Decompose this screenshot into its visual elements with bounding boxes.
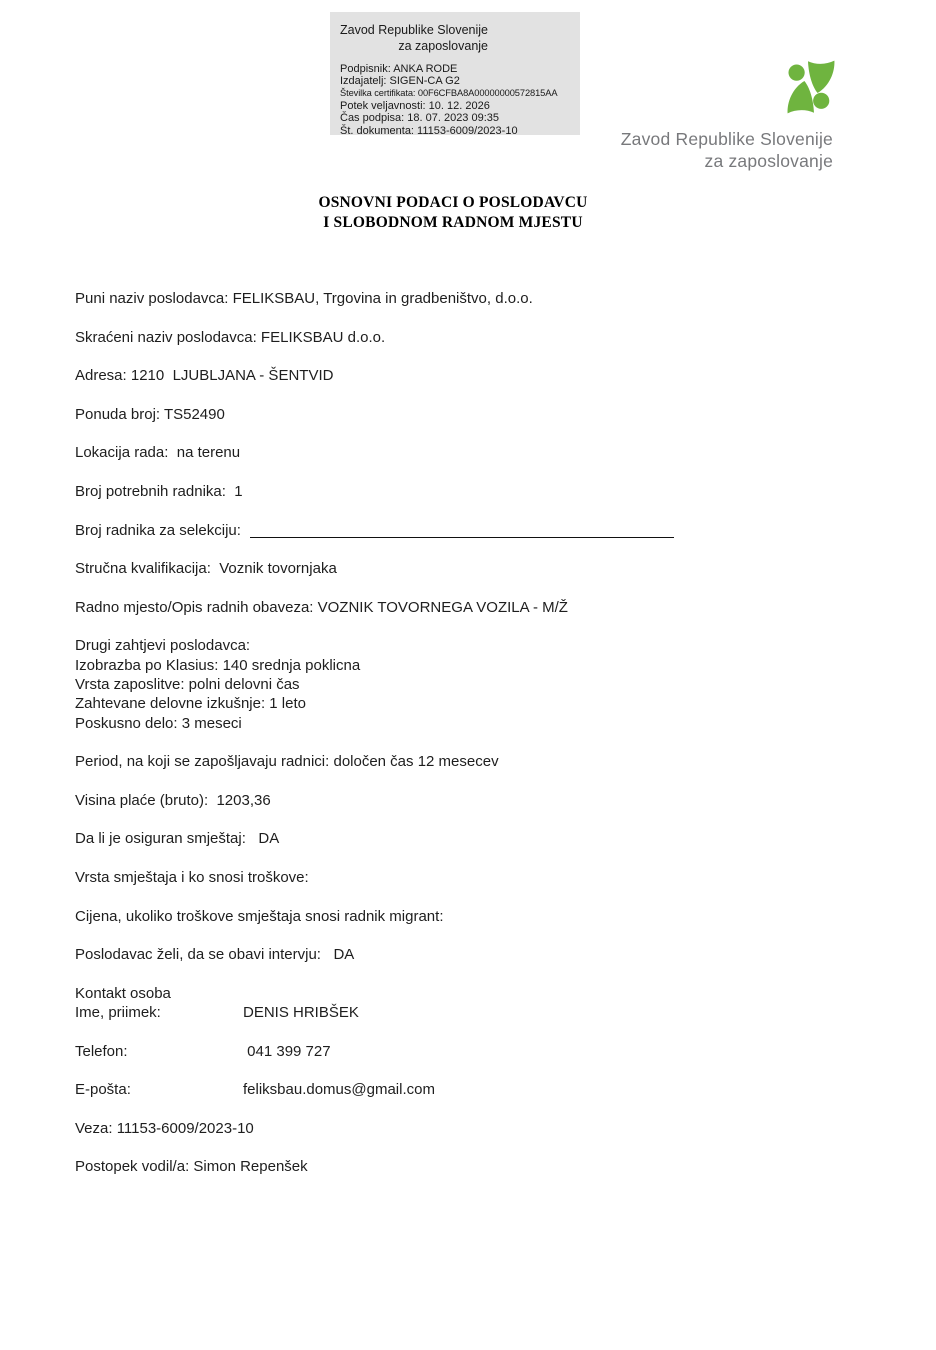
paragraph xyxy=(75,752,795,771)
paragraph xyxy=(75,791,795,810)
document-line xyxy=(75,907,795,926)
field-text: Zahtevane delovne izkušnje: 1 leto xyxy=(75,695,306,713)
document-line xyxy=(75,1119,795,1138)
field-text: Vrsta zaposlitve: polni delovni čas xyxy=(75,675,300,693)
field-text: Drugi zahtjevi poslodavca: xyxy=(75,637,251,655)
document-line xyxy=(75,289,795,308)
paragraph xyxy=(75,1119,795,1138)
blank-underline xyxy=(250,537,674,538)
paragraph xyxy=(75,328,795,347)
field-text: Adresa: 1210 LJUBLJANA - ŠENTVID xyxy=(75,367,334,385)
paragraph xyxy=(75,443,795,462)
document-line xyxy=(75,675,795,694)
signature-detail-line: Št. dokumenta: 11153-6009/2023-10 xyxy=(340,124,518,137)
document-line xyxy=(75,405,795,424)
signature-details xyxy=(340,63,572,137)
paragraph xyxy=(75,289,795,308)
paragraph xyxy=(75,405,795,424)
document-line xyxy=(75,636,795,655)
signature-detail-line: Potek veljavnosti: 10. 12. 2026 xyxy=(340,99,490,112)
document-line xyxy=(75,868,795,887)
signature-org-line1: Zavod Republike Slovenije xyxy=(340,23,489,37)
field-text: Poslodavac želi, da se obavi intervju: DA xyxy=(75,946,355,964)
logo-line1: Zavod Republike Slovenije xyxy=(620,129,833,149)
signature-detail-line: Čas podpisa: 18. 07. 2023 09:35 xyxy=(340,112,500,125)
field-text: Radno mjesto/Opis radnih obaveza: VOZNIK TOVORNEGA VOZILA - M/Ž xyxy=(75,598,568,616)
paragraph xyxy=(75,1080,795,1099)
paragraph xyxy=(75,521,795,540)
document-line xyxy=(75,482,795,501)
field-text: Veza: 11153-6009/2023-10 xyxy=(75,1119,254,1137)
paragraph xyxy=(75,907,795,926)
zrsz-logo-wordmark xyxy=(621,128,833,172)
document-line xyxy=(75,443,795,462)
document-line xyxy=(75,694,795,713)
document-line xyxy=(75,984,795,1003)
field-text: Postopek vodil/a: Simon Repenšek xyxy=(75,1158,308,1176)
document-line xyxy=(75,1080,795,1099)
paragraph xyxy=(75,1042,795,1061)
document-line xyxy=(75,752,795,771)
title-line1: OSNOVNI PODACI O POSLODAVCU xyxy=(318,194,588,211)
paragraph xyxy=(75,636,795,732)
signature-detail-line: Podpisnik: ANKA RODE xyxy=(340,62,458,75)
field-text: Ponuda broj: TS52490 xyxy=(75,405,225,423)
document-line xyxy=(75,945,795,964)
document-line xyxy=(75,714,795,733)
page-title xyxy=(0,193,906,233)
field-text: Visina plaće (bruto): 1203,36 xyxy=(75,791,271,809)
signature-detail-line: Izdajatelj: SIGEN-CA G2 xyxy=(340,74,460,87)
paragraph xyxy=(75,945,795,964)
field-text: Stručna kvalifikacija: Voznik tovornjaka xyxy=(75,560,337,578)
paragraph xyxy=(75,868,795,887)
field-text: Poskusno delo: 3 meseci xyxy=(75,714,242,732)
document-line xyxy=(75,366,795,385)
paragraph xyxy=(75,559,795,578)
field-text: Skraćeni naziv poslodavca: FELIKSBAU d.o.o. xyxy=(75,328,386,346)
document-line xyxy=(75,598,795,617)
digital-signature-box xyxy=(330,12,580,135)
paragraph xyxy=(75,366,795,385)
paragraph xyxy=(75,482,795,501)
field-text: Cijena, ukoliko troškove smještaja snosi radnik migrant: xyxy=(75,907,444,925)
document-line xyxy=(75,328,795,347)
paragraph xyxy=(75,984,795,1023)
document-line xyxy=(75,1157,795,1176)
field-value: feliksbau.domus@gmail.com xyxy=(243,1081,435,1099)
field-value: DENIS HRIBŠEK xyxy=(243,1003,359,1021)
paragraph xyxy=(75,1157,795,1176)
field-text: Izobrazba po Klasius: 140 srednja poklicna xyxy=(75,656,361,674)
document-body xyxy=(75,289,795,1196)
document-line xyxy=(75,791,795,810)
document-line xyxy=(75,656,795,675)
field-text: Kontakt osoba xyxy=(75,984,171,1002)
field-text: Da li je osiguran smještaj: DA xyxy=(75,830,280,848)
field-value: 041 399 727 xyxy=(243,1042,331,1060)
paragraph xyxy=(75,598,795,617)
document-line xyxy=(75,521,795,540)
paragraph xyxy=(75,829,795,848)
logo-line2: za zaposlovanje xyxy=(704,151,833,171)
field-label: Ime, priimek: xyxy=(75,1003,161,1021)
signature-org-line2: za zaposlovanje xyxy=(398,38,489,53)
field-label: E-pošta: xyxy=(75,1081,131,1099)
field-text: Broj radnika za selekciju: xyxy=(75,521,246,539)
field-text: Period, na koji se zapošljavaju radnici: določen čas 12 mesecev xyxy=(75,753,499,771)
document-line xyxy=(75,829,795,848)
title-line2: I SLOBODNOM RADNOM MJESTU xyxy=(323,214,583,231)
document-line xyxy=(75,1003,795,1022)
document-line xyxy=(75,559,795,578)
field-text: Vrsta smještaja i ko snosi troškove: xyxy=(75,868,309,886)
field-text: Puni naziv poslodavca: FELIKSBAU, Trgovina in gradbeništvo, d.o.o. xyxy=(75,290,533,307)
signature-detail-line: Številka certifikata: 00F6CFBA8A00000000572815AA xyxy=(340,88,558,99)
field-label: Telefon: xyxy=(75,1042,128,1060)
zrsz-logo-icon xyxy=(779,57,843,117)
field-text: Lokacija rada: na terenu xyxy=(75,444,241,462)
document-line xyxy=(75,1042,795,1061)
field-text: Broj potrebnih radnika: 1 xyxy=(75,482,243,500)
signature-org-name xyxy=(340,23,488,54)
